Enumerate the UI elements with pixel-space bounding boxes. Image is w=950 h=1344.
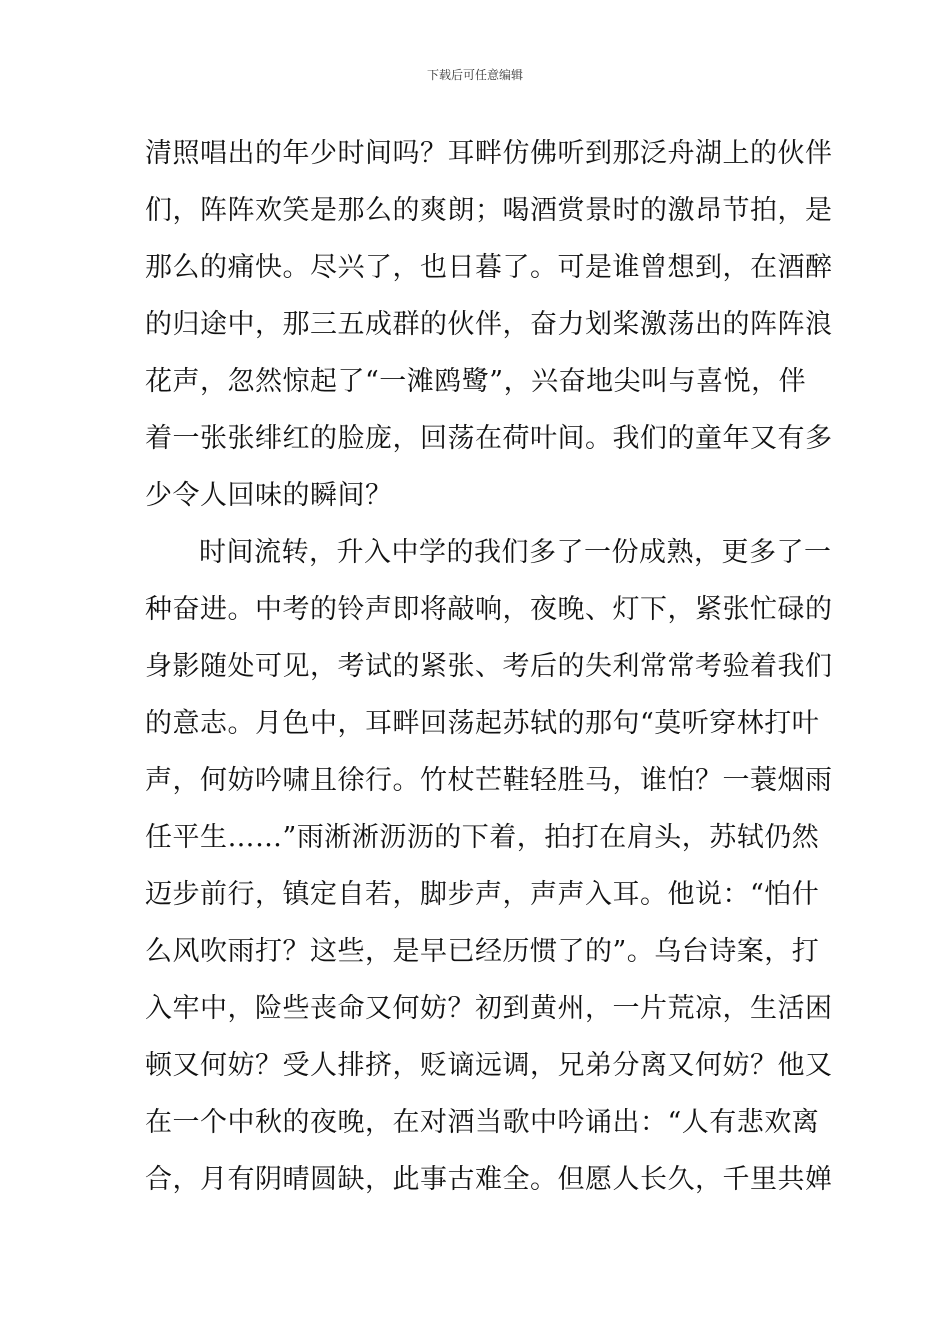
text-line: 声，何妨吟啸且徐行。竹杖芒鞋轻胜马，谁怕？一蓑烟雨 xyxy=(145,765,833,796)
text-line: 清照唱出的年少时间吗？耳畔仿佛听到那泛舟湖上的伙伴 xyxy=(145,138,833,169)
text-line: 们，阵阵欢笑是那么的爽朗；喝酒赏景时的激昂节拍，是 xyxy=(145,195,833,226)
text-line: 少令人回味的瞬间？ xyxy=(145,480,393,511)
page-header: 下载后可任意编辑 xyxy=(426,68,523,82)
paragraph-start-line: 时间流转，升入中学的我们多了一份成熟，更多了一 xyxy=(199,537,832,568)
text-line: 么风吹雨打？这些，是早已经历惯了的”。乌台诗案，打 xyxy=(145,936,820,967)
text-line: 的意志。月色中，耳畔回荡起苏轼的那句“莫听穿林打叶 xyxy=(145,708,820,739)
text-line: 花声，忽然惊起了“一滩鸥鹭”，兴奋地尖叫与喜悦，伴 xyxy=(145,366,807,397)
document-body xyxy=(145,125,833,1208)
text-line: 入牢中，险些丧命又何妨？初到黄州，一片荒凉，生活困 xyxy=(145,993,833,1024)
text-line: 迈步前行，镇定自若，脚步声，声声入耳。他说：“怕什 xyxy=(145,879,820,910)
text-line: 着一张张绯红的脸庞，回荡在荷叶间。我们的童年又有多 xyxy=(145,423,833,454)
text-line: 种奋进。中考的铃声即将敲响，夜晚、灯下，紧张忙碌的 xyxy=(145,594,833,625)
text-line: 那么的痛快。尽兴了，也日暮了。可是谁曾想到，在酒醉 xyxy=(145,252,833,283)
text-line: 身影随处可见，考试的紧张、考后的失利常常考验着我们 xyxy=(145,651,833,682)
text-line: 的归途中，那三五成群的伙伴，奋力划桨激荡出的阵阵浪 xyxy=(145,309,833,340)
text-line: 任平生……”雨淅淅沥沥的下着，拍打在肩头，苏轼仍然 xyxy=(145,822,820,853)
text-line: 在一个中秋的夜晚，在对酒当歌中吟诵出：“人有悲欢离 xyxy=(145,1107,820,1138)
text-line: 顿又何妨？受人排挤，贬谪远调，兄弟分离又何妨？他又 xyxy=(145,1050,833,1081)
text-line: 合，月有阴晴圆缺，此事古难全。但愿人长久，千里共婵 xyxy=(145,1164,833,1195)
